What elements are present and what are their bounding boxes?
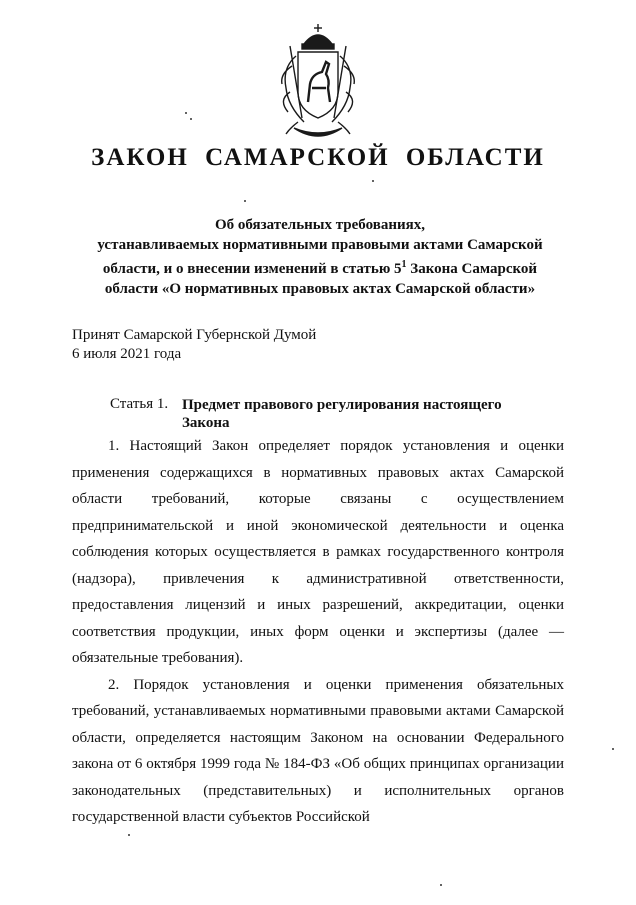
- document-title: ЗАКОН САМАРСКОЙ ОБЛАСТИ: [91, 144, 545, 171]
- scan-speck: [440, 884, 442, 886]
- scan-speck: [372, 180, 374, 182]
- scan-speck: [612, 748, 614, 750]
- subtitle-superscript: 1: [401, 259, 407, 270]
- subtitle-line: области «О нормативных правовых актах Самарской области»: [104, 280, 536, 297]
- samara-coat-of-arms-icon: [268, 22, 368, 142]
- subtitle-line: [60, 255, 580, 280]
- scan-speck: [244, 200, 246, 202]
- article-body: [72, 433, 564, 831]
- subtitle-line: Об обязательных требованиях,: [214, 217, 425, 233]
- article-label: Статья 1.: [110, 396, 169, 412]
- subtitle-text: Закона Самарской: [406, 261, 538, 277]
- adoption-date: 6 июля 2021 года: [72, 346, 182, 362]
- document-subtitle: [60, 216, 580, 299]
- paragraph: 2. Порядок установления и оценки применения обязательных требований, устанавливаемых нормативными правовыми актами Самарской области, определяется настоящим Законом на основании Федерального закона от 6 октября 1999 года № 184-ФЗ «Об общих принципах организации законодательных (представительных) и исполнительных органов государственной власти субъектов Российской: [72, 676, 564, 825]
- scan-speck: [190, 118, 192, 120]
- adoption-body: Принят Самарской Губернской Думой: [72, 327, 317, 343]
- adoption-info: [72, 326, 316, 364]
- subtitle-line: устанавливаемых нормативными правовыми актами Самарской: [97, 236, 543, 253]
- scan-speck: [128, 834, 130, 836]
- article-title: Предмет правового регулирования настоящего Закона: [182, 397, 502, 431]
- paragraph: 1. Настоящий Закон определяет порядок установления и оценки применения содержащихся в нормативных правовых актах Самарской области требований, которые связаны с осуществлением предпринимательской и иной экономической деятельности и оценка соблюдения которых осуществляется в рамках государственного контроля (надзора), привлечения к административной ответственности, предоставления лицензий и иных разрешений, аккредитации, оценки соответствия продукции, иных форм оценки и экспертизы (далее — обязательные требования).: [72, 438, 564, 666]
- subtitle-text: области, и о внесении изменений в статью 5: [102, 261, 402, 277]
- scan-speck: [185, 112, 187, 114]
